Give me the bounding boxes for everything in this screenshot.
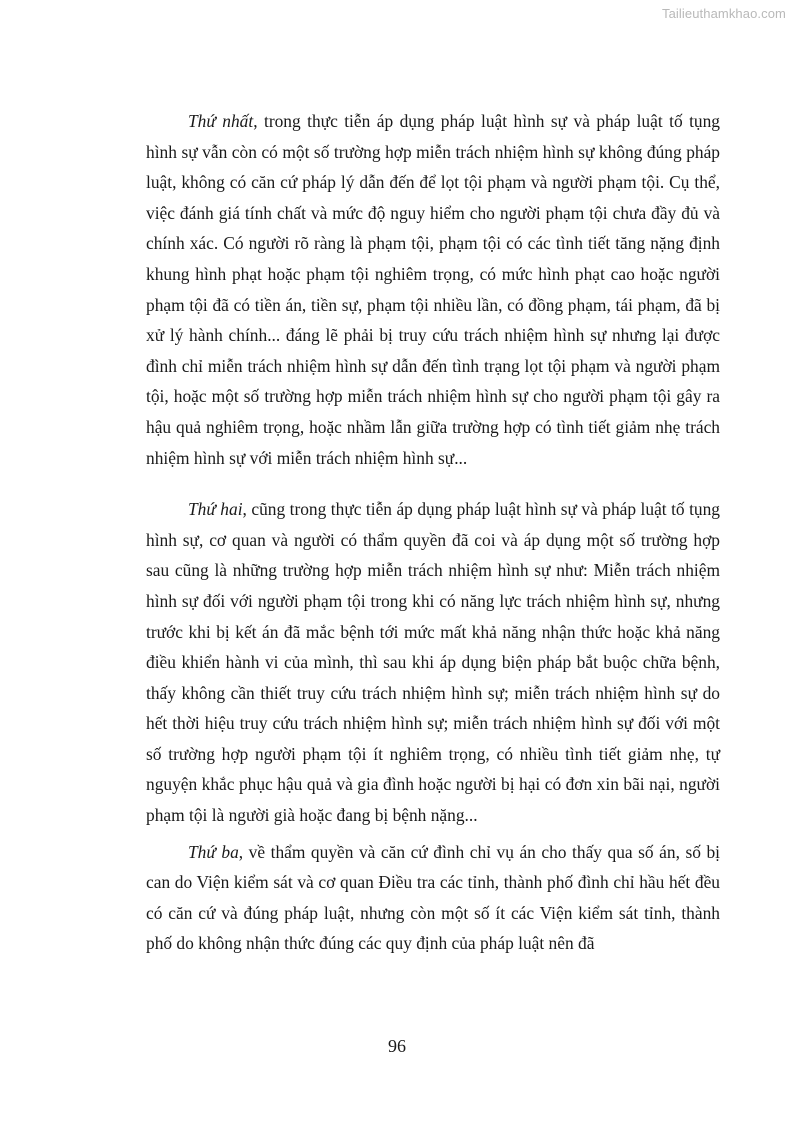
- paragraph-text: , về thẩm quyền và căn cứ đình chỉ vụ án cho thấy qua số án, số bị can do Viện kiểm sát và cơ quan Điều tra các tỉnh, thành phố đình chỉ hầu hết đều có căn cứ và đúng pháp luật, nhưng còn một số ít các Viện kiểm sát tỉnh, thành phố do không nhận thức đúng các quy định của pháp luật nên đã: [146, 841, 720, 954]
- paragraph-lead: Thứ ba: [188, 841, 239, 862]
- paragraph-first: [146, 106, 720, 473]
- page-number: 96: [388, 1036, 406, 1056]
- document-body: [146, 106, 720, 959]
- paragraph-third: [146, 837, 720, 959]
- paragraph-second: [146, 494, 720, 831]
- watermark-text: Tailieuthamkhao.com: [661, 6, 786, 21]
- paragraph-text: , cũng trong thực tiễn áp dụng pháp luật hình sự và pháp luật tố tụng hình sự, cơ quan và người có thẩm quyền đã coi và áp dụng một số trường hợp sau cũng là những trường hợp miễn trách nhiệm hình sự như: Miễn trách nhiệm hình sự đối với người phạm tội trong khi có năng lực trách nhiệm hình sự, nhưng trước khi bị kết án đã mắc bệnh tới mức mất khả năng nhận thức hoặc khả năng điều khiển hành vi của mình, thì sau khi áp dụng biện pháp bắt buộc chữa bệnh, thấy không cần thiết truy cứu trách nhiệm hình sự; miễn trách nhiệm hình sự do hết thời hiệu truy cứu trách nhiệm hình sự; miễn trách nhiệm hình sự đối với một số trường hợp người phạm tội ít nghiêm trọng, có nhiều tình tiết giảm nhẹ, tự nguyện khắc phục hậu quả và gia đình hoặc người bị hại có đơn xin bãi nại, người phạm tội là người già hoặc đang bị bệnh nặng...: [146, 499, 720, 826]
- paragraph-lead: Thứ hai: [188, 499, 243, 520]
- paragraph-lead: Thứ nhất: [188, 111, 254, 131]
- paragraph-text: , trong thực tiễn áp dụng pháp luật hình sự và pháp luật tố tụng hình sự vẫn còn có một số trường hợp miễn trách nhiệm hình sự không đúng pháp luật, không có căn cứ pháp lý dẫn đến để lọt tội phạm và người phạm tội. Cụ thể, việc đánh giá tính chất và mức độ nguy hiểm cho người phạm tội chưa đầy đủ và chính xác. Có người rõ ràng là phạm tội, phạm tội có các tình tiết tăng nặng định khung hình phạt hoặc phạm tội nghiêm trọng, có mức hình phạt cao hoặc người phạm tội đã có tiền án, tiền sự, phạm tội nhiều lần, có đồng phạm, tái phạm, đã bị xử lý hành chính... đáng lẽ phải bị truy cứu trách nhiệm hình sự nhưng lại được đình chỉ miễn trách nhiệm hình sự dẫn đến tình trạng lọt tội phạm và người phạm tội, hoặc một số trường hợp miễn trách nhiệm hình sự cho người phạm tội gây ra hậu quả nghiêm trọng, hoặc nhầm lẫn giữa trường hợp có tình tiết giảm nhẹ trách nhiệm hình sự với miễn trách nhiệm hình sự...: [146, 111, 720, 468]
